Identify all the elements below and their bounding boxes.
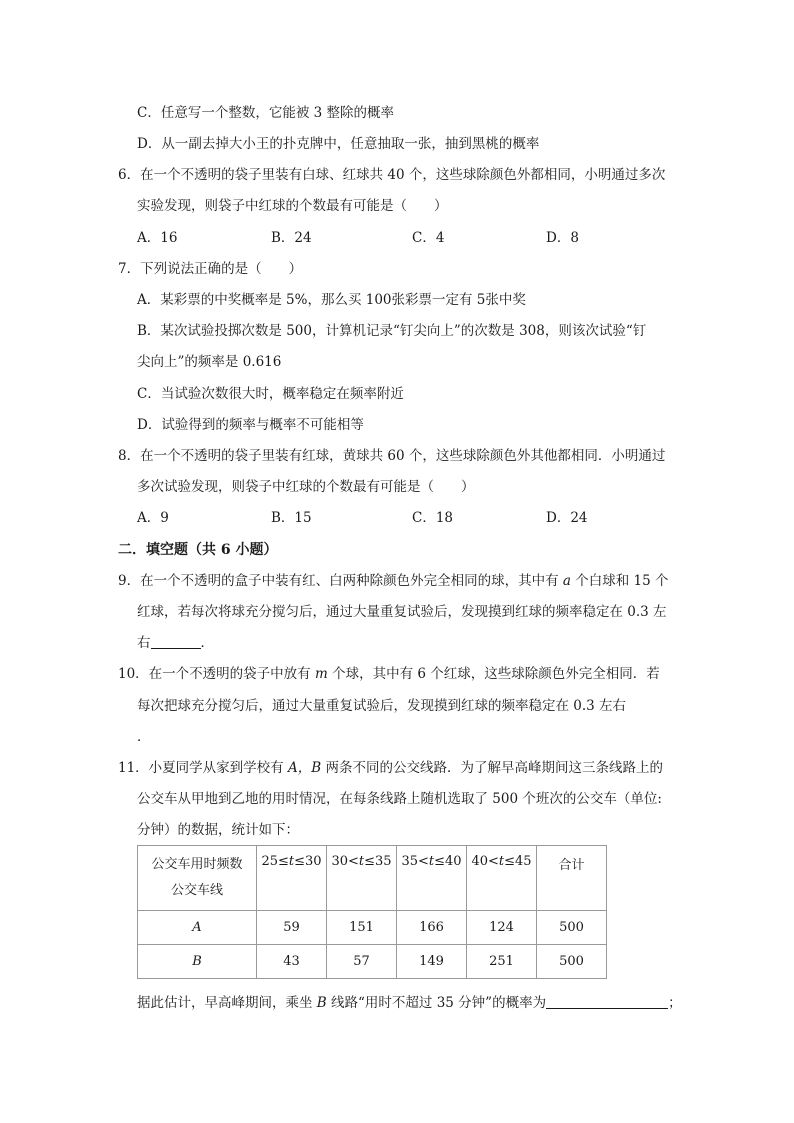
table-cell: 149 xyxy=(397,945,467,979)
table-col-header xyxy=(467,846,537,911)
q8-option-c: C．18 xyxy=(412,510,454,526)
q10-stem-line1 xyxy=(118,665,660,683)
col-prefix: 25≤ xyxy=(261,854,289,869)
q7-option-b-line1: B．某次试验投掷次数是 500，计算机记录“钉尖向上”的次数是 308，则该次试验“钉 xyxy=(137,323,647,339)
q9-text-b: 个白球和 15 个 xyxy=(570,573,669,589)
table-cell: 43 xyxy=(257,945,327,979)
q9-text-d: ． xyxy=(200,635,214,651)
table-header-row xyxy=(138,846,607,911)
q7-option-c: C．当试验次数很大时，概率稳定在频率附近 xyxy=(137,386,404,402)
q11-question-line xyxy=(137,994,682,1012)
table-cell: 500 xyxy=(537,911,607,945)
q6-stem-line1: 6．在一个不透明的袋子里装有白球、红球共 40 个，这些球除颜色外都相同，小明通过多次 xyxy=(118,167,666,183)
q6-stem-line2: 实验发现，则袋子中红球的个数最有可能是（ ） xyxy=(137,198,448,214)
col-variable: t xyxy=(498,854,505,869)
q11-text-a: 11．小夏同学从家到学校有 xyxy=(118,760,288,776)
q10-stem-line2: 每次把球充分搅匀后，通过大量重复试验后，发现摸到红球的频率稳定在 0.3 左右 xyxy=(137,698,627,714)
col-variable: t xyxy=(288,854,295,869)
q10-stem-line3: ． xyxy=(137,729,151,745)
route-label: A xyxy=(192,920,202,935)
col-prefix: 35< xyxy=(401,854,429,869)
q9-stem-line2: 红球，若每次将球充分搅匀后，通过大量重复试验后，发现摸到红球的频率稳定在 0.3 左 xyxy=(137,604,667,620)
table-cell-route xyxy=(138,945,257,979)
q11-after-variable: B xyxy=(316,995,327,1011)
q7-stem: 7．下列说法正确的是（ ） xyxy=(118,261,303,277)
q10-text-a: 10．在一个不透明的袋子中放有 xyxy=(118,666,315,682)
q11-stem-line1 xyxy=(118,759,663,777)
table-row xyxy=(138,911,607,945)
table-cell: 151 xyxy=(327,911,397,945)
col-suffix: ≤40 xyxy=(434,854,462,869)
table-col-header-total: 合计 xyxy=(537,846,607,911)
table-cell: 251 xyxy=(467,945,537,979)
q9-variable: a xyxy=(562,573,571,589)
q8-stem-line1: 8．在一个不透明的袋子里装有红球，黄球共 60 个，这些球除颜色外其他都相同．小明通过 xyxy=(118,448,666,464)
q11-stem-line2: 公交车从甲地到乙地的用时情况，在每条线路上随机选取了 500 个班次的公交车（单位: xyxy=(137,791,662,807)
col-suffix: ≤30 xyxy=(294,854,322,869)
q11-answer-blank[interactable] xyxy=(546,994,668,1009)
q10-text-b: 个球，其中有 6 个红球，这些球除颜色外完全相同．若 xyxy=(327,666,660,682)
table-cell: 59 xyxy=(257,911,327,945)
q6-option-c: C．4 xyxy=(412,230,445,246)
q8-option-a: A．9 xyxy=(137,510,169,526)
table-cell-route xyxy=(138,911,257,945)
col-suffix: ≤35 xyxy=(364,854,392,869)
q8-option-b: B．15 xyxy=(271,510,312,526)
q10-variable: m xyxy=(314,666,328,682)
q11-stem-line3: 分钟）的数据，统计如下： xyxy=(137,822,299,838)
table-row xyxy=(138,945,607,979)
route-label: B xyxy=(192,954,202,969)
corner-header-bottom: 公交车线 xyxy=(170,883,223,898)
table-col-header xyxy=(327,846,397,911)
q6-option-d: D．8 xyxy=(546,230,579,246)
q7-option-b-line2: 尖向上”的频率是 0.616 xyxy=(137,354,282,370)
col-prefix: 40< xyxy=(471,854,499,869)
q5-option-c: C．任意写一个整数，它能被 3 整除的概率 xyxy=(137,105,395,121)
table-cell: 500 xyxy=(537,945,607,979)
q8-stem-line2: 多次试验发现，则袋子中红球的个数最有可能是（ ） xyxy=(137,479,475,495)
col-variable: t xyxy=(358,854,365,869)
table-cell: 124 xyxy=(467,911,537,945)
table-corner-header xyxy=(138,846,257,911)
col-prefix: 30< xyxy=(331,854,359,869)
col-suffix: ≤45 xyxy=(504,854,532,869)
table-cell: 166 xyxy=(397,911,467,945)
q11-after-end: ； xyxy=(668,995,682,1011)
q6-option-a: A．16 xyxy=(137,230,178,246)
q9-text-a: 9．在一个不透明的盒子中装有红、白两种除颜色外完全相同的球，其中有 xyxy=(118,573,563,589)
q11-after-text-a: 据此估计，早高峰期间，乘坐 xyxy=(137,995,317,1011)
q9-stem-line1 xyxy=(118,572,669,590)
corner-header-top: 公交车用时频数 xyxy=(151,857,243,872)
q11-after-text-b: 线路“用时不超过 35 分钟”的概率为 xyxy=(326,995,547,1011)
q6-option-b: B．24 xyxy=(271,230,312,246)
table-cell: 57 xyxy=(327,945,397,979)
q7-option-a: A．某彩票的中奖概率是 5%，那么买 100张彩票一定有 5张中奖 xyxy=(137,292,526,308)
q5-option-d: D．从一副去掉大小王的扑克牌中，任意抽取一张，抽到黑桃的概率 xyxy=(137,136,540,152)
q9-text-c: 右 xyxy=(137,635,151,651)
q7-option-d: D．试验得到的频率与概率不可能相等 xyxy=(137,417,364,433)
table-col-header xyxy=(257,846,327,911)
q8-option-d: D．24 xyxy=(546,510,588,526)
q11-text-b: 两条不同的公交线路．为了解早高峰期间这三条线路上的 xyxy=(321,760,663,776)
table-col-header xyxy=(397,846,467,911)
col-variable: t xyxy=(428,854,435,869)
q11-route-variables: A，B xyxy=(287,760,322,776)
q9-answer-blank[interactable] xyxy=(151,634,201,649)
q9-stem-line3 xyxy=(137,634,214,652)
section-heading-fill-in: 二．填空题（共 6 小题） xyxy=(118,542,278,558)
bus-time-frequency-table xyxy=(137,845,607,979)
